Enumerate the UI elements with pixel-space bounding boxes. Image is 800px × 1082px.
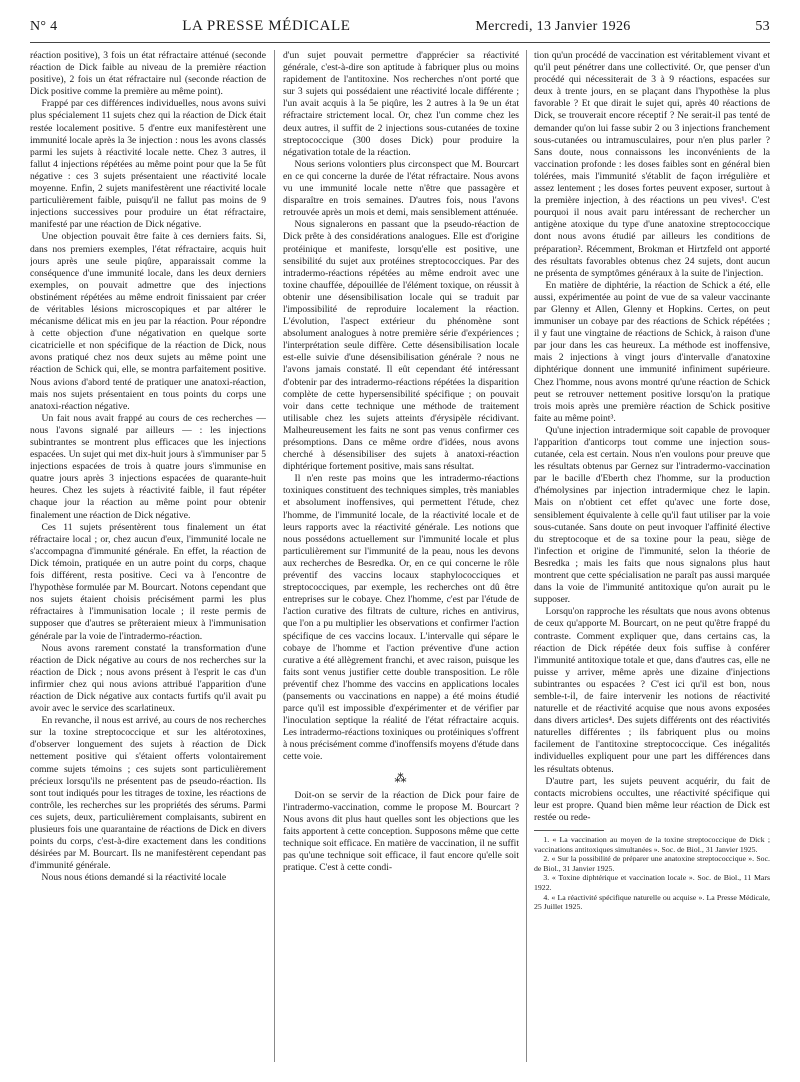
footnote-rule [534, 830, 604, 831]
paragraph: Une objection pouvait être faite à ces derniers faits. Si, dans nos premiers exemples, l'état réfractaire, acquis huit jours après une seule piqûre, apparaissait comme la conséquence d'une immunité locale, dans les deux derniers exemples, on pouvait admettre que des injections obstinément répétées au même endroit finissaient par créer de véritables lésions microscopiques et par altérer le mécanisme délicat mis en jeu par la réaction. Pour répondre à cette objection d'une négativation en quelque sorte cicatricielle et non spécifique de la réaction de Dick, nous avons pratiqué chez nos deux sujets au même point une réaction de Schick qui, elle, se montra parfaitement positive. Nous avions d'abord tenté de pratiquer une anatoxi-réaction, mais nos sujets présentaient en tous points du corps une anatoxi-réaction négative. [30, 231, 266, 412]
paragraph: Nous nous étions demandé si la réactivité locale [41, 872, 227, 884]
paragraph: d'un sujet pouvait permettre d'apprécier sa réactivité générale, c'est-à-dire son aptitude à fabriquer plus ou moins rapidement de l'antitoxine. Nos recherches n'ont porté que sur 3 sujets qui possédaient une réactivité locale différente ; l'un avait acquis à la 5e piqûre, les 2 autres à la 9e un état réfractaire strictement local. Or, chez l'un comme chez les deux autres, il suffit de 2 injections sous-cutanées de toxine streptococcique (300 doses Dick) pour produire la négativation totale de la réaction. [283, 50, 519, 158]
journal-title: LA PRESSE MÉDICALE [182, 18, 351, 34]
paragraph: D'autre part, les sujets peuvent acquérir, du fait de contacts microbiens occultes, une réactivité spécifique qui leur est propre. Quand bien même leur réaction de Dick est restée ou rede- [534, 775, 770, 823]
paragraph: Lorsqu'on rapproche les résultats que nous avons obtenus de ceux qu'apporte M. Bourcart, on ne peut qu'être frappé du contraste. Comment expliquer que, dans certains cas, la réaction de Dick répétée deux fois suffise à conférer l'immunité antitoxique totale et que, dans d'autres cas, elle ne puisse y arriver, même après une dizaine d'injections subintrantes ou espacées ? C'est ici qu'il est bon, nous semble-t-il, de faire intervenir les notions de réactivité naturelle et de réactivité acquise que nous avons exposées dans divers articles⁴. Des sujets différents ont des réactivités naturelles différentes ; ils fabriquent plus ou moins facilement de l'antitoxine streptococcique. Ces inégalités individuelles expliquent pour une part les différences dans les résultats obtenus. [534, 606, 770, 775]
footnote: 3. « Toxine diphtérique et vaccination locale ». Soc. de Biol., 11 Mars 1922. [534, 873, 770, 892]
paragraph: Doit-on se servir de la réaction de Dick pour faire de l'intradermo-vaccination, comme le propose M. Bourcart ? Nous avons dit plus haut quelles sont les objections que les faits apportent à cette conception. Supposons même que cette technique soit efficace. En matière de vaccination, il ne suffit pas qu'une technique soit efficace, il faut encore qu'elle soit pratique. C'est à cette condi- [283, 789, 519, 874]
page-number: 53 [755, 19, 770, 34]
paragraph: En matière de diphtérie, la réaction de Schick a été, elle aussi, expérimentée au point de vue de sa valeur vaccinante par Glenny et Allen, Glenny et Hopkins. Certes, on peut immuniser un cobaye par des réactions de Schick répétées ; il y faut une vingtaine de réactions de Schick, à raison d'une par jour dans les cas heureux. La méthode est inoffensive, mais 2 injections à vingt jours d'intervalle d'anatoxine diphtérique donnent une immunité infiniment supérieure. Chez l'homme, nous avons montré qu'une réaction de Schick peut se retrouver nettement positive lorsqu'on la pratique trois mois après une première réaction de Schick positive faite au même point³. [534, 279, 770, 424]
header-rule [30, 42, 770, 43]
column-right [534, 50, 770, 1065]
issue-number: N° 4 [30, 19, 58, 34]
paragraph: Il n'en reste pas moins que les intradermo-réactions toxiniques constituent des techniques simples, très maniables et absolument inoffensives, qui permettent l'étude, chez l'homme, de l'immunité locale, de la réactivité locale et de leurs rapports avec la réactivité générale. Les notions que nous possédons actuellement sur l'immunité locale et plus particulièrement sur l'immunité de la peau, nous les devons aux recherches de Besredka. Or, en ce qui concerne le rôle préventif des vaccins locaux staphylococciques et streptococciques, par exemple, les recherches ont dû être entreprises sur le cobaye. Chez l'homme, c'est par l'étude de l'action curative des filtrats de culture, riches en antivirus, que l'on a pu multiplier les observations et confirmer l'action spécifique de ces vaccins locaux. L'intervalle qui sépare le cobaye de l'homme et l'action préventive d'une action curative a été allègrement franchi, et avec raison, puisque les faits sont venus justifier cette double transposition. Le rôle préventif chez l'homme des vaccins en applications locales (pansements ou vaccinations en nappe) a été moins étudié parce qu'il est impossible d'expérimenter et de vérifier par l'inoculation septique la réalité de l'état réfractaire acquis. Les intradermo-réactions toxiniques ou protéiniques s'offrent à nous précisément comme d'inoffensifs moyens d'étude dans cette voie. [283, 473, 519, 763]
column-divider [274, 50, 275, 1062]
column-middle [283, 50, 519, 1065]
column-left [30, 50, 266, 1065]
page-header [30, 18, 770, 38]
section-separator-asterism: ⁂ [394, 770, 408, 785]
column-divider [526, 50, 527, 1062]
issue-date: Mercredi, 13 Janvier 1926 [475, 19, 631, 34]
footnote: 2. « Sur la possibilité de préparer une anatoxine streptococcique ». Soc. de Biol., 31 Janvier 1925. [534, 854, 770, 873]
paragraph: Ces 11 sujets présentèrent tous finalement un état réfractaire local ; or, chez aucun d'eux, l'immunité locale ne s'accompagna d'immunité générale. En effet, la réaction de Dick témoin, pratiquée en un autre point du corps, chaque fois différent, resta positive. Ceci va à l'encontre de l'hypothèse formulée par M. Bourcart. Notons cependant que nos sujets étaient choisis précisément parmi les plus réfractaires à l'immunisation locale ; il reste permis de supposer que d'autres se prêteraient mieux à l'immunisation générale par la voie de l'intradermo-réaction. [30, 521, 266, 642]
paragraph: réaction positive), 3 fois un état réfractaire atténué (seconde réaction de Dick faible au niveau de la première réaction positive), 2 fois un état réfractaire nul (seconde réaction de Dick positive comme la première au même point). [30, 50, 266, 98]
footnote: 4. « La réactivité spécifique naturelle ou acquise ». La Presse Médicale, 25 Juillet 1925. [534, 892, 770, 912]
paragraph: En revanche, il nous est arrivé, au cours de nos recherches sur la toxine streptococcique et sur les altérotoxines, d'observer longuement des sujets à réaction de Dick nettement positive qui s'étaient offerts volontairement comme sujets témoins ; ces sujets sont particulièrement précieux lorsqu'ils ne présentent pas de pseudo-réaction. Ils sont tout indiqués pour les titrages de toxine, les réactions de contrôle, les recherches sur les propriétés des sérums. Parmi ces sujets, deux, particulièrement complaisants, subirent en plusieurs fois une quarantaine de réactions de Dick en divers points du corps, c'est-à-dire exactement dans les conditions désirées par M. Bourcart. Ils ne manifestèrent cependant pas d'immunité générale. [30, 715, 266, 872]
paragraph: Un fait nous avait frappé au cours de ces recherches — nous l'avons signalé par ailleurs — : les injections subintrantes se montrent plus efficaces que les injections espacées. Un sujet qui met dix-huit jours à s'immuniser par 5 injections espacées de trois à quatre jours s'immunise en quatre jours après 3 injections espacées de quarante-huit heures. Chez les sujets à réactivité faible, il faut répéter chaque jour la réaction au même point pour obtenir finalement une réaction de Dick négative. [30, 412, 266, 521]
paragraph: Nous serions volontiers plus circonspect que M. Bourcart en ce qui concerne la durée de l'état réfractaire. Nous avons vu une immunité locale nette n'être que passagère et disparaître en trois semaines. D'autres fois, nous l'avons retrouvée après un mois et demi, mais sensiblement atténuée. [283, 158, 519, 219]
paragraph: tion qu'un procédé de vaccination est véritablement vivant et qu'il peut pénétrer dans une collectivité. Or, que penser d'un procédé qui nécessiterait de 3 à 9 réactions, espacées sur deux à trente jours, en se plaçant dans l'hypothèse la plus favorable ? Et que dirait le sujet qui, après 40 réactions de Dick, se trouverait encore réceptif ? Ne serait-il pas tenté de demander qu'on lui fasse subir 2 ou 3 injections franchement sous-cutanées ou intramusculaires, pour n'en plus parler ? Sans doute, nous connaissons les inconvénients de la vaccination profonde : les doses faibles sont en général bien tolérées, mais l'immunité s'établit de façon irrégulière et assez lentement ; les doses fortes peuvent exposer, surtout à la première injection, à des réactions un peu vives¹. C'est pourquoi il nous avait paru intéressant de rechercher un antigène atoxique du type d'une anatoxine streptococcique dont nous avons étudié par ailleurs les conditions de préparation². Récemment, Brokman et Hirtzfeld ont apporté des résultats favorables obtenus chez 24 sujets, dont aucun ne présenta de symptômes généraux à la suite de l'injection. [534, 50, 770, 279]
footnote: 1. « La vaccination au moyen de la toxine streptococcique de Dick ; vaccinations antitoxiques simultanées ». Soc. de Biol., 31 Janvier 1925. [534, 835, 770, 854]
paragraph: Frappé par ces différences individuelles, nous avons suivi plus spécialement 11 sujets chez qui la réaction de Dick était restée localement positive. 5 d'entre eux manifestèrent une immunité locale après la 3e injection : nous les avons classés parmi les sujets à réactivité locale nette. Chez 3 autres, il fallut 4 injections répétées au même point pour que la 5e fût négative : ces 3 sujets présentaient une réactivité locale moyenne. Enfin, 2 sujets manifestèrent une réactivité locale particulièrement faible, puisqu'il ne fallut pas moins de 9 injections successives pour produire un état réfractaire, manifesté par une réaction de Dick négative. [30, 98, 266, 231]
paragraph: Nous avons rarement constaté la transformation d'une réaction de Dick négative au cours de nos recherches sur la réaction de Dick ; nous avons présent à l'esprit le cas d'un infirmier chez qui nous avions attribué l'apparition d'une réaction de Dick négative aux contacts furtifs qu'il avait pu avoir avec le service des scarlatineux. [30, 642, 266, 715]
paragraph: Nous signalerons en passant que la pseudo-réaction de Dick prête à des considérations analogues. Elle est d'origine protéinique et manifeste, lorsqu'elle est positive, une sensibilité du sujet aux protéines streptococciques. Par des intradermo-réactions répétées au même endroit avec une toxine chauffée, dépouillée de l'élément toxique, on réussit à obtenir une désensibilisation locale qui se traduit par l'impossibilité de reproduire localement la réaction. L'évolution, l'aspect extérieur du phénomène sont absolument analogues à notre première série d'expériences ; l'interprétation seule diffère. Cette désensibilisation locale est-elle suivie d'une désensibilisation générale ? nous ne l'avons jamais constaté. Il eût cependant été intéressant d'obtenir par des intradermo-réactions répétées la disparition complète de cette hypersensibilité spécifique ; on pouvait voir dans cette technique une méthode de traitement utilisable chez les sujets atteints d'érysipèle récidivant. Malheureusement les faits ne sont pas venus confirmer ces présomptions. Dans ce même ordre d'idées, nous avons cherché à désensibiliser des sujets à anatoxi-réaction diphtérique fortement positive, mais sans résultat. [283, 219, 519, 473]
paragraph: Qu'une injection intradermique soit capable de provoquer l'apparition d'anticorps tout comme une injection sous-cutanée, cela est certain. Nous n'en voulons pour preuve que les résultats obtenus par Gernez sur l'intradermo-vaccination par le bacille d'Eberth chez l'homme, sur la production d'hémolysines par injection intradermique chez le lapin. Mais on n'obtient cet effet qu'avec une forte dose, sensiblement équivalente à celle qu'il faut utiliser par la voie sous-cutanée. Sans doute on peut invoquer l'affinité élective du streptocoque et de sa toxine pour la peau, siège de l'infection et origine de l'immunité, selon la théorie de Besredka ; mais les faits que nous signalons plus haut montrent que cette spécialisation ne paraît pas aussi marquée dans la voie de l'immunité antitoxique qu'on aurait pu le supposer. [534, 424, 770, 606]
